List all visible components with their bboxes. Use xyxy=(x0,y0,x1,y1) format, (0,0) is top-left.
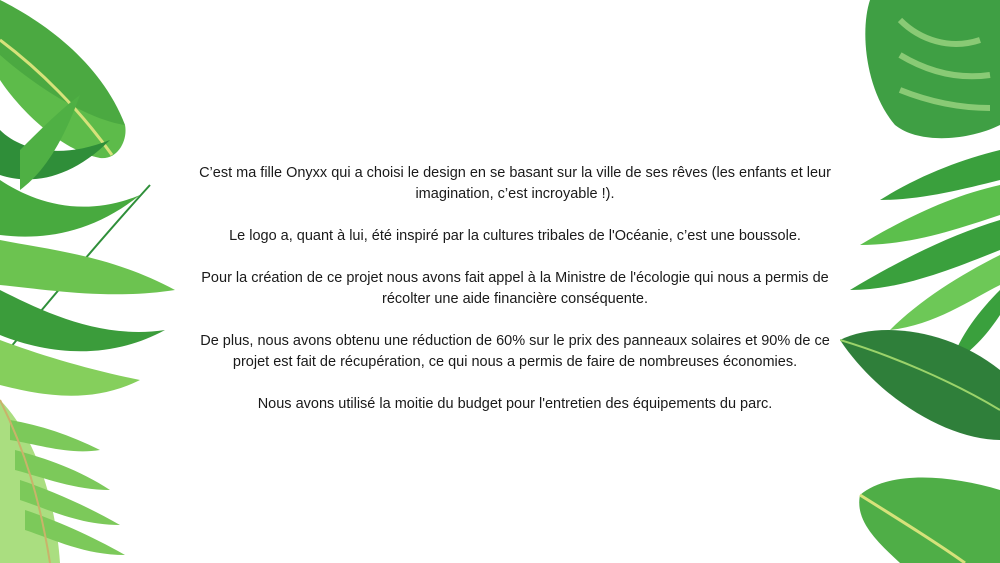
paragraph-savings: De plus, nous avons obtenu une réduction de 60% sur le prix des panneaux solaires et 90% de ce projet est fait de récupération, ce qui nous a permis de faire de nombreuses économies. xyxy=(200,333,830,370)
left-tropical-leaves-icon xyxy=(0,0,190,563)
right-tropical-leaves-icon xyxy=(840,0,1000,563)
paragraph-design-origin: C’est ma fille Onyxx qui a choisi le design en se basant sur la ville de ses rêves (les enfants et leur imagination, c’est incroyable !). xyxy=(199,165,831,202)
paragraph-funding: Pour la création de ce projet nous avons fait appel à la Ministre de l'écologie qui nous a permis de récolter une aide financière conséquente. xyxy=(201,270,829,307)
paragraph-logo-inspiration: Le logo a, quant à lui, été inspiré par la cultures tribales de l'Océanie, c’est une boussole. xyxy=(229,228,801,244)
paragraph-budget: Nous avons utilisé la moitie du budget pour l'entretien des équipements du parc. xyxy=(257,396,773,412)
slide-text-body xyxy=(195,163,835,436)
